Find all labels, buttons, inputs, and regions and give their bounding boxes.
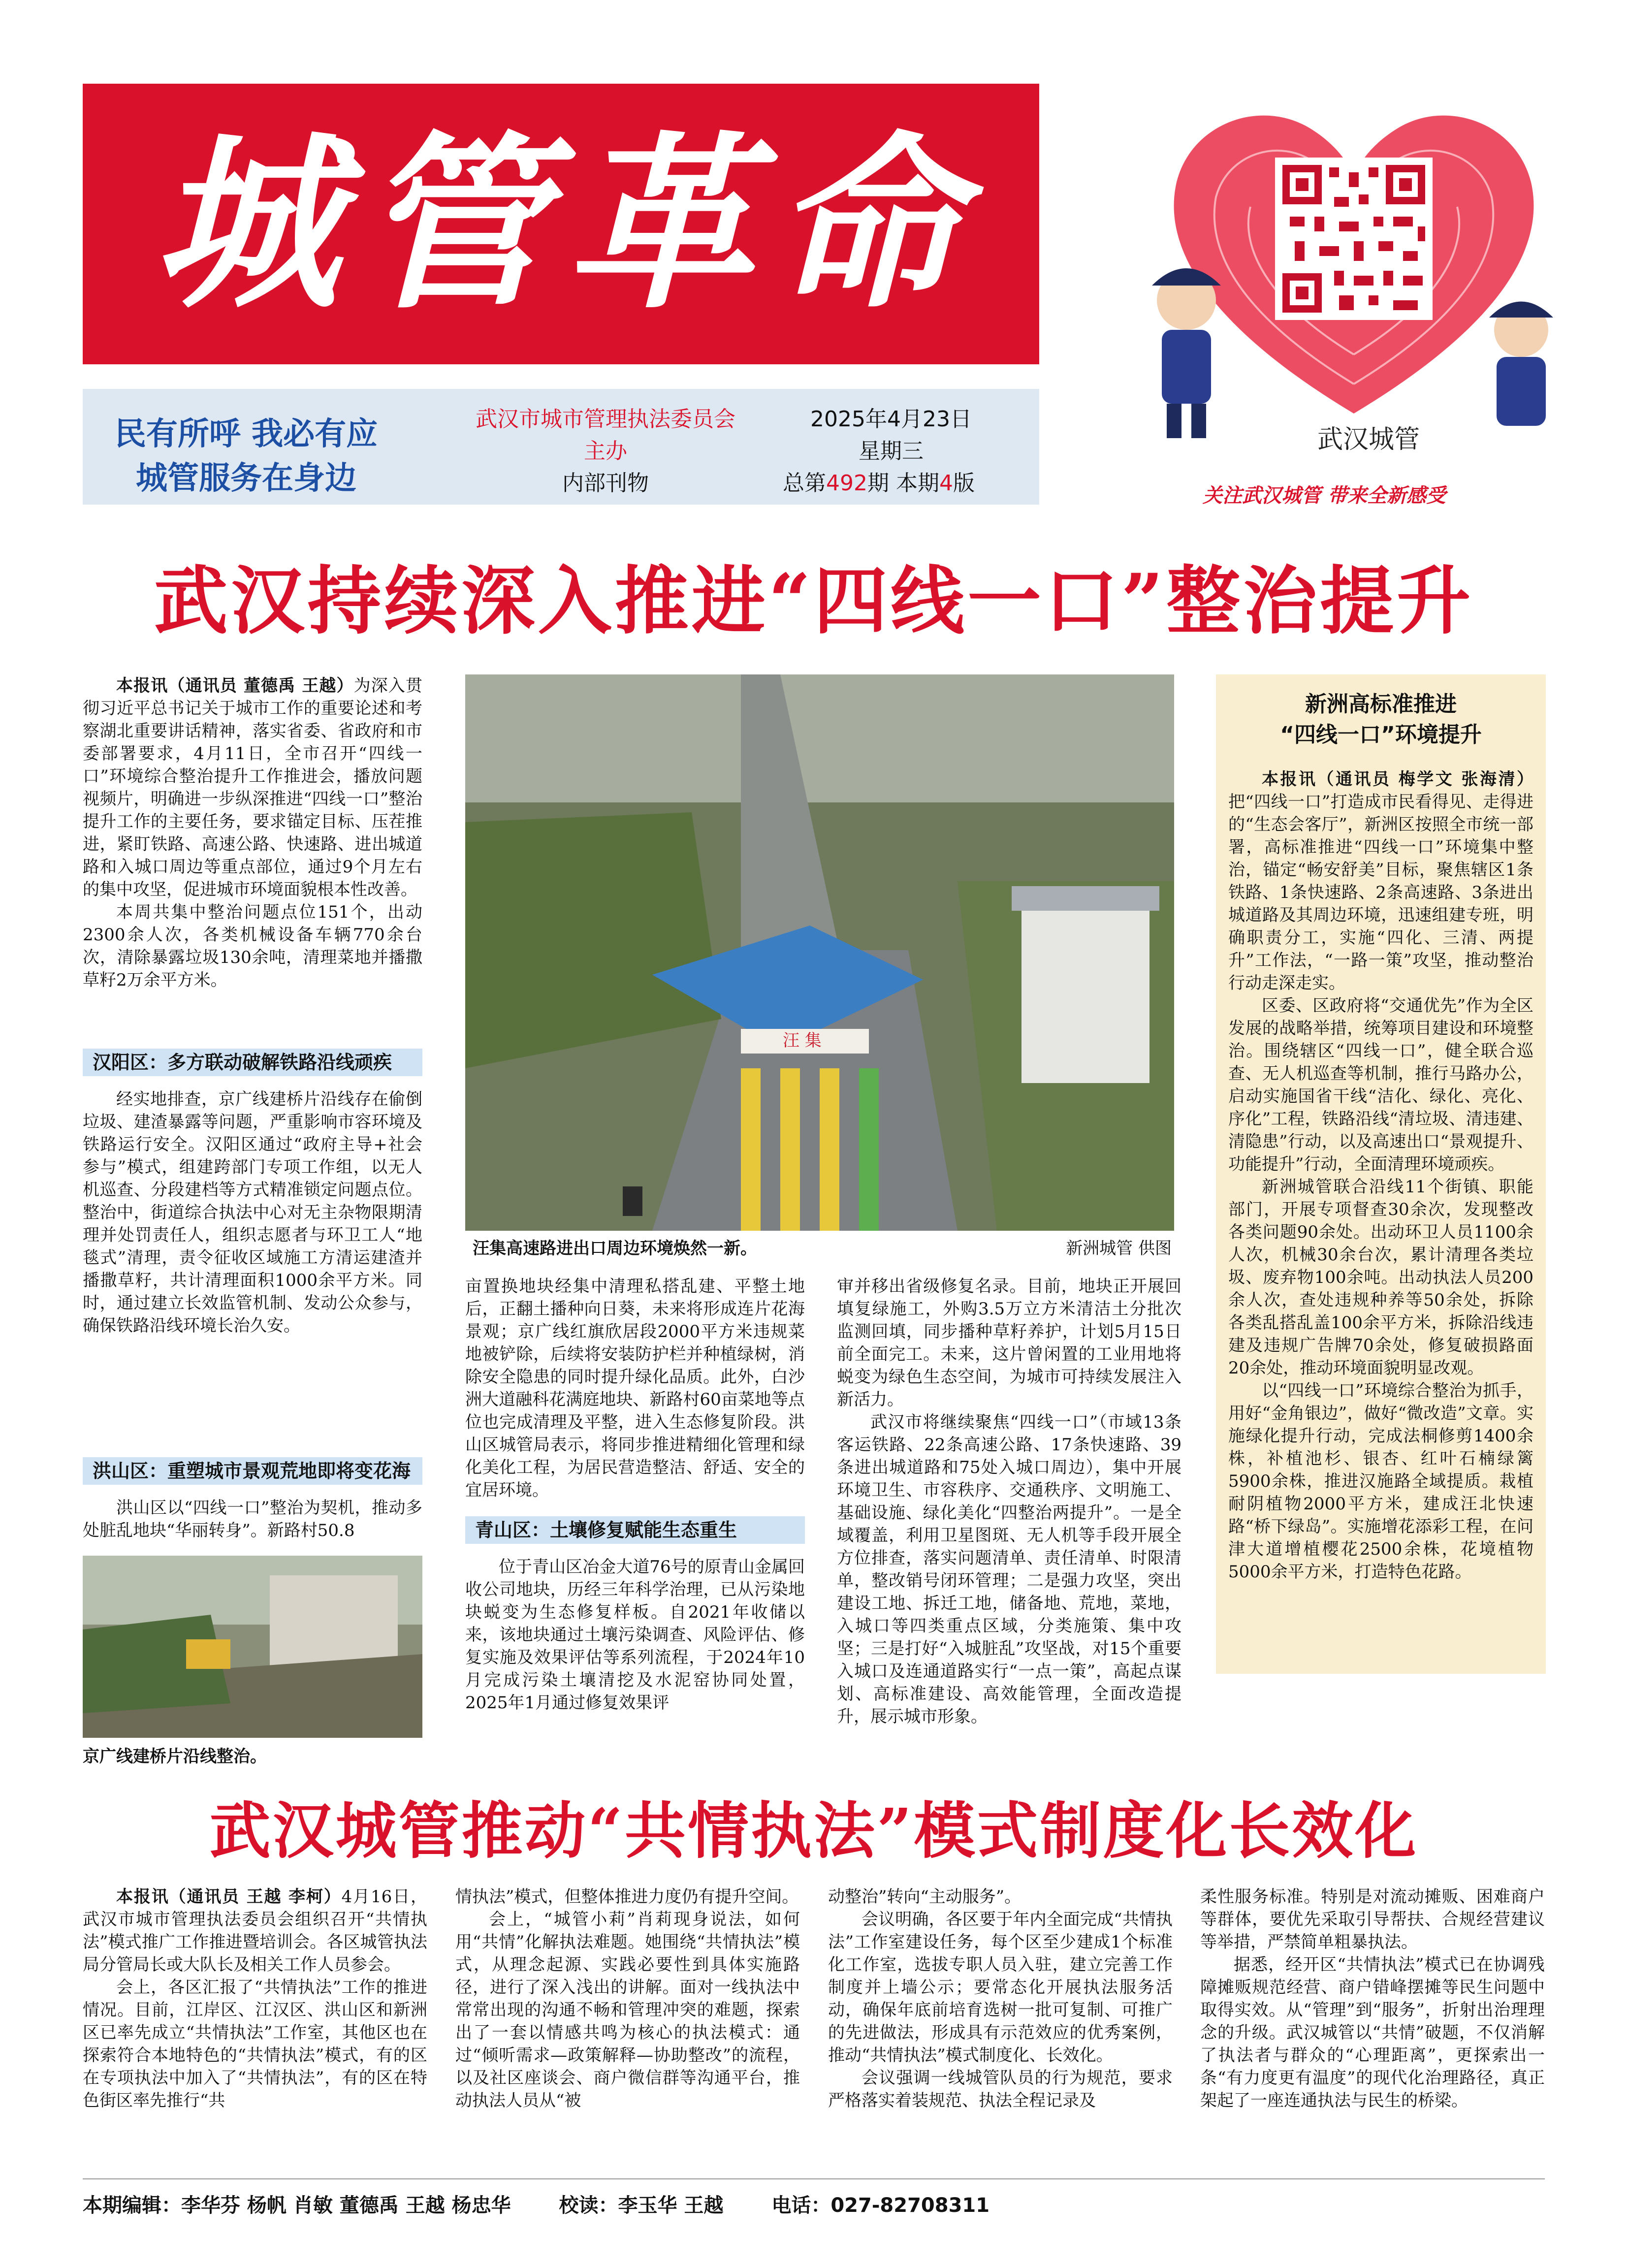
article2-c3b: 会议明确，各区要于年内全面完成“共情执法”工作室建设任务，每个区至少建成1个标准化工作室，选拔专职人员入驻，建立完善工作制度并上墙公示；要常态化开展执法服务活动，确保年底前培育选树一批可复制、可推广的先进做法，形成具有示范效应的优秀案例，推动“共情执法”模式制度化、长效化。 xyxy=(828,1910,1173,2065)
article1-headline: 武汉持续深入推进“四线一口”整治提升 xyxy=(154,558,1474,644)
article2-c3: 动整治”转向“主动服务”。 xyxy=(828,1887,1021,1907)
article2-c4b: 据悉，经开区“共情执法”模式已在协调残障摊贩规范经营、商户错峰摆摊等民生问题中取得实效。从“管理”到“服务”，折射出治理理念的升级。武汉城管以“共情”破题，不仅消解了执法者与群众的“心理距离”，更探索出一条“有力度更有温度”的现代化治理路径，真正架起了一座连通执法与民生的桥梁。 xyxy=(1200,1955,1545,2110)
subhead-qingshan: 青山区：土壤修复赋能生态重生 xyxy=(465,1516,805,1544)
sidebar-title-line1: 新洲高标准推进 xyxy=(1305,692,1457,717)
internal-label: 内部刊物 xyxy=(562,471,649,496)
footer-phone: 电话：027-82708311 xyxy=(771,2194,990,2217)
footer-proofreaders: 校读：李玉华 王越 xyxy=(559,2194,724,2217)
footer xyxy=(83,2190,1545,2219)
sidebar-p4: 以“四线一口”环境综合整治为抓手，用好“金角银边”，做好“微改造”文章。实施绿化提升行动，完成法桐修剪1400余株，补植池杉、银杏、红叶石楠绿篱5900余株，推进汉施路全域提质。栽植耐阴植物2000平方米，建成汪北快速路“桥下绿岛”。实施增花添彩工程，在问津大道增植樱花2500余株，花境植物5000余平方米，打造特色花路。 xyxy=(1228,1381,1533,1582)
slogan-line-2: 城管服务在身边 xyxy=(136,460,356,497)
article1-p2: 本周共集中整治问题点位151个，出动2300余人次，各类机械设备车辆770余台次，清除暴露垃圾130余吨，清理菜地并播撒草籽2万余平方米。 xyxy=(83,902,422,990)
toll-gate-text: 汪 集 xyxy=(783,1031,822,1051)
article1-col2-p2: 位于青山区冶金大道76号的原青山金属回收公司地块，历经三年科学治理，已从污染地块蜕变为生态修复样板。自2021年收储以来，该地块通过土壤污染调查、风险评估、修复实施及效果评估等系列流程，于2024年10月完成污染土壤清挖及水泥窑协同处置，2025年1月通过修复效果评 xyxy=(465,1557,805,1713)
sidebar-text xyxy=(1228,768,1533,1583)
article2-col2 xyxy=(455,1885,800,2112)
article2-col1 xyxy=(83,1885,427,2112)
article2-c2: 情执法”模式，但整体推进力度仍有提升空间。 xyxy=(455,1887,799,1907)
article1-col3 xyxy=(837,1275,1181,1728)
officer-cartoon-left-icon xyxy=(1152,268,1221,438)
sidebar-p2: 区委、区政府将“交通优先”作为全区发展的战略举措，统筹项目建设和环境整治。围绕辖区“四线一口”，健全联合巡查、无人机巡查等机制，推行马路办公，启动实施国省干线“洁化、绿化、亮化、序化”工程，铁路沿线“清垃圾、清违建、清隐患”行动，以及高速出口“景观提升、功能提升”行动，全面清理环境顽疾。 xyxy=(1228,996,1533,1174)
organizer: 武汉市城市管理执法委员会 xyxy=(476,407,735,432)
article2-col3 xyxy=(828,1885,1173,2112)
article1-qingshan-text xyxy=(465,1556,805,1714)
article1-hanyang-text xyxy=(83,1088,422,1337)
sidebar-byline: 本报讯（通讯员 梅学文 张海清） xyxy=(1262,769,1533,789)
photo-railway-cleanup xyxy=(83,1556,422,1738)
photo2-caption: 京广线建桥片沿线整治。 xyxy=(83,1747,267,1766)
footer-editors: 本期编辑：李华芬 杨帆 肖敏 董德禹 王越 杨忠华 xyxy=(83,2194,511,2217)
article2-col4 xyxy=(1200,1885,1545,2112)
article1-col2-p1: 亩置换地块经集中清理私搭乱建、平整土地后，正翻土播种向日葵，未来将形成连片花海景观；京广线红旗欣居段2000平方米违规菜地被铲除，后续将安装防护栏并种植绿树，消除安全隐患的同时提升绿化品质。此外，白沙洲大道融科花满庭地块、新路村60亩菜地等点位也完成清理及平整，进入生态修复阶段。洪山区城管局表示，将同步推进精细化管理和绿化美化工程，为居民营造整洁、舒适、安全的宜居环境。 xyxy=(465,1277,805,1500)
article1-p3: 经实地排查，京广线建桥片沿线存在偷倒垃圾、建渣暴露等问题，严重影响市容环境及铁路运行安全。汉阳区通过“政府主导+社会参与”模式，组建跨部门专项工作组，以无人机巡查、分段建档等方式精准锁定问题点位。整治中，街道综合执法中心对无主杂物限期清理并处罚责任人，组织志愿者与环卫工人“地毯式”清理，责令征收区域施工方清运建渣并播撒草籽，共计清理面积1000余平方米。同时，通过建立长效监管机制、发动公众参与，确保铁路沿线环境长治久安。 xyxy=(83,1089,422,1336)
heart-qr-badge xyxy=(1132,69,1575,443)
sidebar-p3: 新洲城管联合沿线11个街镇、职能部门，开展专项督查30余次，发现整改各类问题90余处。出动环卫人员1100余人次，机械30余台次，累计清理各类垃圾、废弃物100余吨。出动执法人员200余人次，查处违规种养等50余处，拆除各类乱搭乱盖100余平方米，拆除沿线违建及违规广告牌70余处，修复破损路面20余处，推动环境面貌明显改观。 xyxy=(1228,1177,1533,1378)
article2-c2b: 会上，“城管小莉”肖莉现身说法，如何用“共情”化解执法难题。她围绕“共情执法”模式，从理念起源、实践必要性到具体实施路径，进行了深入浅出的讲解。面对一线执法中常常出现的沟通不畅和管理冲突的难题，探索出了一套以情感共鸣为核心的执法模式：通过“倾听需求—政策解释—协助整改”的流程，以及社区座谈会、商户微信群等沟通平台，推动执法人员从“被 xyxy=(455,1910,800,2110)
article2-byline: 本报讯（通讯员 王越 李柯） xyxy=(116,1887,342,1907)
issue-number: 总第492期 本期4版 xyxy=(783,471,975,496)
photo1-credit: 新洲城管 供图 xyxy=(1066,1239,1172,1258)
article2-c1b: 会上，各区汇报了“共情执法”工作的推进情况。目前，江岸区、江汉区、洪山区和新洲区已率先成立“共情执法”工作室，其他区也在探索符合本地特色的“共情执法”模式，有的区在专项执法中加入了“共情执法”，有的区在特色街区率先推行“共 xyxy=(83,1978,427,2110)
host-label: 主办 xyxy=(584,439,627,464)
article1-p4: 洪山区以“四线一口”整治为契机，推动多处脏乱地块“华丽转身”。新路村50.8 xyxy=(83,1498,422,1540)
issue-date: 2025年4月23日 xyxy=(810,407,972,432)
article1-byline: 本报讯（通讯员 董德禹 王越） xyxy=(116,676,354,696)
article1-p1: 为深入贯彻习近平总书记关于城市工作的重要论述和考察湖北重要讲话精神，落实省委、省政府和市委部署要求，4月11日，全市召开“四线一口”环境综合整治提升工作推进会，播放问题视频片，明确进一步纵深推进“四线一口”整治提升工作的主要任务，要求锚定目标、压茬推进，紧盯铁路、高速公路、快速路、进出城道路和入城口周边等重点部位，通过9个月左右的集中攻坚，促进城市环境面貌根本性改善。 xyxy=(83,676,422,899)
badge-label: 武汉城管 xyxy=(1317,425,1420,454)
article1-hongshan-text xyxy=(83,1497,422,1542)
article2-c4: 柔性服务标准。特别是对流动摊贩、困难商户等群体，要优先采取引导帮扶、合规经营建议等举措，严禁简单粗暴执法。 xyxy=(1200,1887,1545,1952)
officer-cartoon-right-icon xyxy=(1489,302,1553,426)
follow-tagline: 关注武汉城管 带来全新感受 xyxy=(1203,484,1446,507)
photo1-caption: 汪集高速路进出口周边环境焕然一新。 xyxy=(473,1239,757,1258)
article2-c1: 4月16日，武汉市城市管理执法委员会组织召开“共情执法”模式推广工作推进暨培训会。各区城管执法局分管局长或大队长及相关工作人员参会。 xyxy=(83,1887,427,1975)
article2-c3c: 会议强调一线城管队员的行为规范，要求严格落实着装规范、执法全程记录及 xyxy=(828,2068,1173,2110)
sidebar-title-line2: “四线一口”环境提升 xyxy=(1280,722,1482,747)
article2-headline: 武汉城管推动“共情执法”模式制度化长效化 xyxy=(209,1795,1418,1867)
article1-col1 xyxy=(83,674,422,991)
subhead-hongshan: 洪山区：重塑城市景观荒地即将变花海 xyxy=(83,1457,422,1485)
slogan-line-1: 民有所呼 我必有应 xyxy=(114,416,378,452)
article1-col3-p1: 审并移出省级修复名录。目前，地块正开展回填复绿施工，外购3.5万立方米清洁土分批次监测回填，同步播种草籽养护，计划5月15日前全面完工。未来，这片曾闲置的工业用地将蜕变为绿色生态空间，为城市可持续发展注入新活力。 xyxy=(837,1277,1181,1409)
masthead-title: 城管革命 xyxy=(153,114,980,334)
sidebar-p1: 把“四线一口”打造成市民看得见、走得进的“生态会客厅”，新洲区按照全市统一部署，高标准推进“四线一口”环境集中整治，锚定“畅安舒美”目标，聚焦辖区1条铁路、1条快速路、2条高速路、3条进出城道路及其周边环境，迅速组建专班，明确职责分工，实施“四化、三清、两提升”工作法，“一路一策”攻坚，推动整治行动走深走实。 xyxy=(1228,792,1533,993)
subhead-hanyang: 汉阳区：多方联动破解铁路沿线顽疾 xyxy=(83,1049,422,1076)
heart-fingerprint-icon xyxy=(1132,69,1575,443)
article1-col3-p2: 武汉市将继续聚焦“四线一口”（市域13条客运铁路、22条高速公路、17条快速路、39条进出城道路和75处入城口周边），集中开展环境卫生、市容秩序、交通秩序、文明施工、基础设施、绿化美化“四整治两提升”。一是全域覆盖，利用卫星图斑、无人机等手段开展全方位排查，落实问题清单、责任清单、时限清单，整改销号闭环管理；二是强力攻坚，突出建设工地、拆迁工地，储备地、荒地，菜地，入城口等四类重点区域，分类施策、集中攻坚；三是打好“入城脏乱”攻坚战，对15个重要入城口及连通道路实行“一点一策”，高起点谋划、高标准建设、高效能管理，全面改造提升，展示城市形象。 xyxy=(837,1412,1181,1726)
issue-weekday: 星期三 xyxy=(859,439,924,464)
footer-rule xyxy=(83,2178,1545,2179)
sidebar-title xyxy=(1216,689,1546,750)
photo-toll-station xyxy=(465,674,1174,1231)
article1-col2 xyxy=(465,1275,805,1501)
